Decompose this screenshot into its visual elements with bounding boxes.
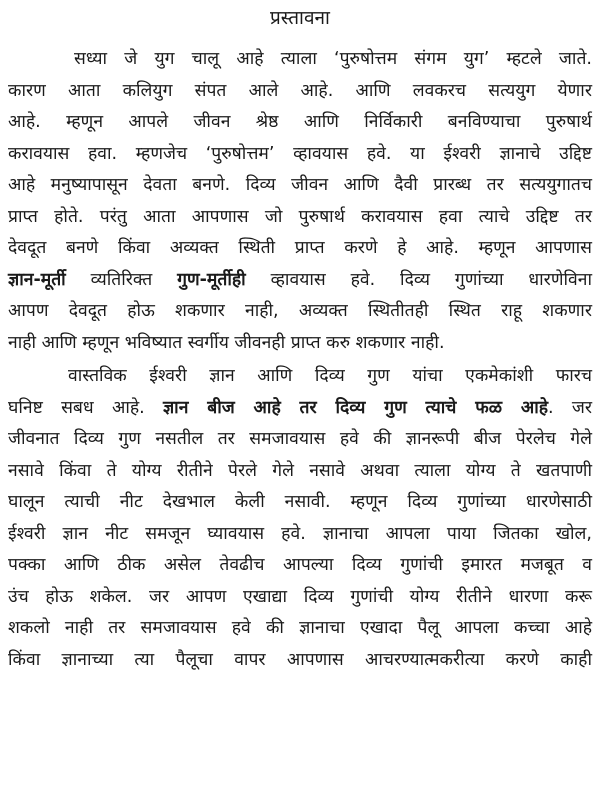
- emphasis-text: ज्ञान-मूर्ती: [8, 269, 66, 290]
- text-line: [8, 233, 592, 265]
- text-run: व्यतिरिक्त: [65, 269, 178, 290]
- text-run: सध्या जे युग चालू आहे त्याला ‘पुरुषोत्तम संगम युग’ म्हटले जाते.: [74, 49, 592, 69]
- text-run: उंच होऊ शकेल. जर आपण एखाद्या दिव्य गुणांची योग्य रीतीने धारणा करू: [8, 586, 592, 607]
- text-line: [8, 519, 592, 551]
- text-line: [8, 487, 592, 519]
- text-run: करावयास हवा. म्हणजेच ‘पुरुषोत्तम’ व्हावयास हवे. या ईश्वरी ज्ञानाचे उद्दिष्ट: [8, 143, 592, 164]
- text-line: [8, 613, 592, 645]
- text-line: [8, 170, 592, 202]
- text-line: [8, 107, 592, 139]
- text-line: [8, 424, 592, 456]
- text-run: आहे मनुष्यापासून देवता बनणे. दिव्य जीवन आणि दैवी प्रारब्ध तर सत्ययुगातच: [8, 175, 592, 195]
- text-run: आहे. म्हणून आपले जीवन श्रेष्ठ आणि निर्विकारी बनविण्याचा पुरुषार्थ: [8, 112, 592, 132]
- text-run: आपण देवदूत होऊ शकणार नाही, अव्यक्त स्थितीतही स्थित राहू शकणार: [8, 301, 592, 321]
- text-run: नसावे किंवा ते योग्य रीतीने पेरले गेले नसावे अथवा त्याला योग्य ते खतपाणी: [8, 460, 592, 481]
- text-line: [8, 139, 592, 171]
- text-line: [8, 645, 592, 677]
- text-run: घालून त्याची नीट देखभाल केली नसावी. म्हणून दिव्य गुणांच्या धारणेसाठी: [8, 492, 592, 512]
- text-line: [8, 456, 592, 488]
- text-run: किंवा ज्ञानाच्या त्या पैलूचा वापर आपणास आचरण्यात्मकरीत्या करणे काही: [8, 649, 592, 670]
- emphasis-text: ज्ञान बीज आहे तर दिव्य गुण त्याचे फळ आहे: [162, 397, 549, 418]
- text-line: [8, 296, 592, 328]
- text-line: [8, 328, 592, 360]
- text-line: [8, 202, 592, 234]
- text-run: . जर: [548, 397, 592, 418]
- emphasis-text: गुण-मूर्तीही: [177, 269, 246, 290]
- text-run: पक्का आणि ठीक असेल तेवढीच आपल्या दिव्य गुणांची इमारत मजबूत व: [8, 555, 592, 575]
- text-line: [8, 361, 592, 393]
- text-line: [8, 582, 592, 614]
- page-title: प्रस्तावना: [270, 7, 330, 29]
- text-line: [8, 76, 592, 108]
- text-run: वास्तविक ईश्वरी ज्ञान आणि दिव्य गुण यांचा एकमेकांशी फारच: [68, 366, 592, 386]
- text-run: नाही आणि म्हणून भविष्यात स्वर्गीय जीवनही प्राप्त करु शकणार नाही.: [8, 332, 445, 353]
- text-line: [8, 393, 592, 425]
- text-line: [8, 265, 592, 297]
- text-run: देवदूत बनणे किंवा अव्यक्त स्थिती प्राप्त करणे हे आहे. म्हणून आपणास: [8, 238, 592, 258]
- text-run: जीवनात दिव्य गुण नसतील तर समजावयास हवे की ज्ञानरूपी बीज पेरलेच गेले: [8, 429, 592, 449]
- paragraph: [8, 44, 592, 359]
- document-body: [8, 44, 592, 676]
- text-run: ईश्वरी ज्ञान नीट समजून घ्यावयास हवे. ज्ञानाचा आपला पाया जितका खोल,: [8, 523, 592, 544]
- text-line: [8, 550, 592, 582]
- paragraph: [8, 361, 592, 676]
- text-run: प्राप्त होते. परंतु आता आपणास जो पुरुषार्थ करावयास हवा त्याचे उद्दिष्ट तर: [8, 206, 592, 227]
- text-line: [8, 44, 592, 76]
- text-run: शकलो नाही तर समजावयास हवे की ज्ञानाचा एखादा पैलू आपला कच्चा आहे: [8, 618, 592, 638]
- text-run: कारण आता कलियुग संपत आले आहे. आणि लवकरच सत्ययुग येणार: [8, 80, 592, 101]
- text-run: व्हावयास हवे. दिव्य गुणांच्या धारणेविना: [245, 269, 592, 290]
- text-run: घनिष्ट सबध आहे.: [8, 397, 163, 418]
